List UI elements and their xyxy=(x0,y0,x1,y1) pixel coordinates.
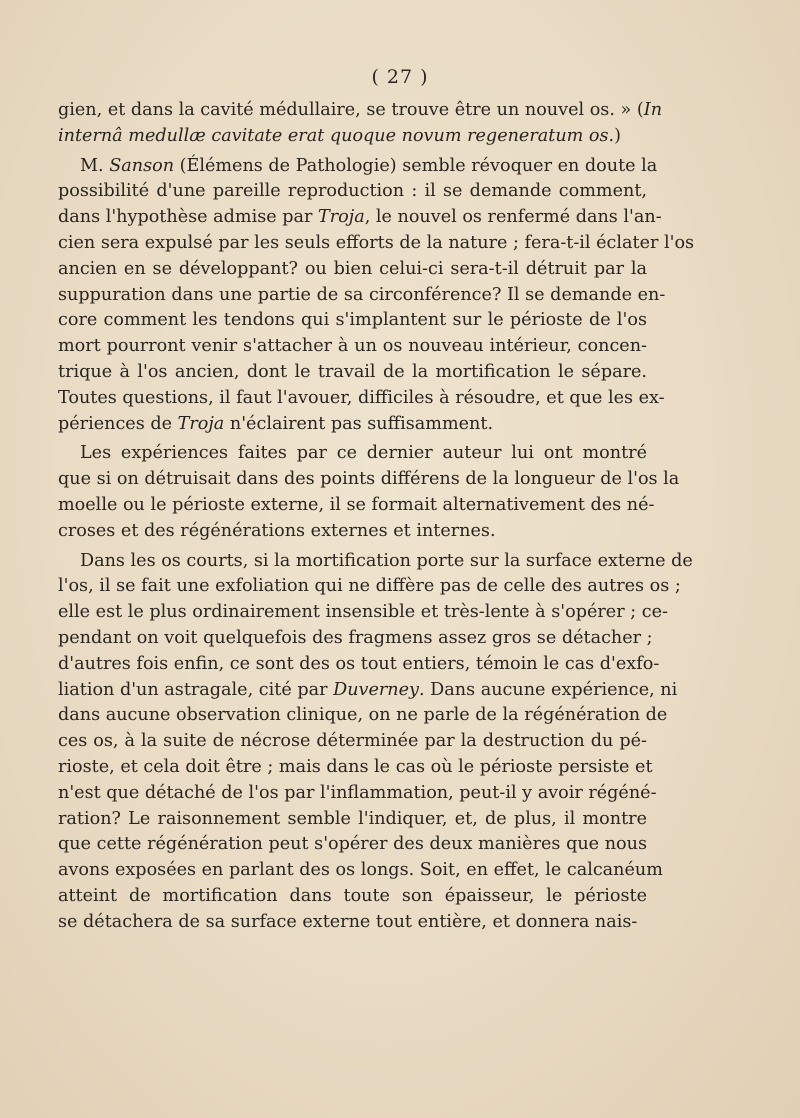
text-line xyxy=(58,755,653,781)
text-run: que si on détruisait dans des points différens de la longueur de l'os la xyxy=(58,469,680,490)
text-line xyxy=(58,807,647,833)
paragraph xyxy=(58,154,695,438)
text-line xyxy=(58,124,647,150)
text-line xyxy=(58,205,662,231)
text-run: , le nouvel os renfermé dans l'an- xyxy=(364,207,662,228)
text-line xyxy=(58,493,655,519)
text-run: Les expériences faites par ce dernier auteur lui ont montré xyxy=(80,443,647,464)
text-run: cien sera expulsé par les seuls efforts de la nature ; fera-t-il éclater l'os xyxy=(58,232,695,253)
body-text xyxy=(58,98,695,936)
italic-run: internâ medullæ cavitate erat quoque novum regeneratum os. xyxy=(58,125,615,146)
text-run: dans l'hypothèse admise par xyxy=(58,207,318,228)
text-line xyxy=(58,600,668,626)
italic-run: In xyxy=(643,100,663,120)
text-run: gien, et dans la cavité médullaire, se trouve être un nouvel os. » ( xyxy=(58,100,644,120)
text-line xyxy=(58,652,660,678)
paragraph xyxy=(58,98,663,150)
text-line xyxy=(58,729,647,755)
text-run: d'autres fois enfin, ce sont des os tout entiers, témoin le cas d'exfo- xyxy=(58,653,660,674)
text-line xyxy=(58,412,647,438)
text-line xyxy=(58,549,693,575)
text-line xyxy=(58,231,695,257)
text-line xyxy=(58,98,663,124)
text-line xyxy=(58,832,647,858)
italic-run: Sanson xyxy=(109,155,175,176)
text-line xyxy=(58,334,647,360)
text-run: ration? Le raisonnement semble l'indiquer, et, de plus, il montre xyxy=(58,808,647,829)
text-run: n'est que détaché de l'os par l'inflammation, peut-il y avoir régéné- xyxy=(58,782,657,803)
text-run: atteint de mortification dans toute son épaisseur, le périoste xyxy=(58,885,647,906)
text-run: ) xyxy=(614,125,622,146)
text-run: croses et des régénérations externes et internes. xyxy=(58,520,496,541)
text-run: suppuration dans une partie de sa circonférence? Il se demande en- xyxy=(58,284,666,305)
paragraph xyxy=(58,441,680,544)
italic-run: Duverney xyxy=(333,679,419,700)
text-line xyxy=(58,519,647,545)
text-line xyxy=(58,360,647,386)
italic-run: Troja xyxy=(318,207,365,228)
text-run: liation d'un astragale, cité par xyxy=(58,679,334,700)
text-line xyxy=(58,781,657,807)
page-number: ( 27 ) xyxy=(371,66,429,88)
italic-run: Troja xyxy=(177,413,225,434)
text-run: mort pourront venir s'attacher à un os nouveau intérieur, concen- xyxy=(58,336,647,357)
text-run: trique à l'os ancien, dont le travail de la mortification le sépare. xyxy=(58,361,647,382)
text-run: périences de xyxy=(58,413,178,434)
text-run: n'éclairent pas suffisamment. xyxy=(224,413,494,434)
text-line xyxy=(58,910,647,936)
text-line xyxy=(58,678,678,704)
text-run: ces os, à la suite de nécrose déterminée par la destruction du pé- xyxy=(58,731,647,752)
paragraph xyxy=(58,549,693,936)
text-run: ancien en se développant? ou bien celui-ci sera-t-il détruit par la xyxy=(58,258,647,279)
text-run: dans aucune observation clinique, on ne parle de la régénération de xyxy=(58,705,668,726)
text-line xyxy=(58,154,658,180)
text-line xyxy=(58,257,647,283)
text-run: core comment les tendons qui s'implantent sur le périoste de l'os xyxy=(58,310,647,331)
text-run: Dans les os courts, si la mortification porte sur la surface externe de xyxy=(80,550,693,571)
text-line xyxy=(58,703,668,729)
text-line xyxy=(58,574,681,600)
text-run: possibilité d'une pareille reproduction : il se demande comment, xyxy=(58,181,647,202)
text-line xyxy=(58,308,647,334)
text-run: . Dans aucune expérience, ni xyxy=(418,679,678,700)
text-run: (Élémens de Pathologie) semble révoquer en doute la xyxy=(174,155,658,176)
text-line xyxy=(58,467,680,493)
text-run: pendant on voit quelquefois des fragmens assez gros se détacher ; xyxy=(58,627,653,648)
text-run: rioste, et cela doit être ; mais dans le cas où le périoste persiste et xyxy=(58,756,653,777)
text-line xyxy=(58,179,647,205)
text-run: se détachera de sa surface externe tout entière, et donnera nais- xyxy=(58,911,638,932)
text-line xyxy=(58,283,666,309)
text-run: elle est le plus ordinairement insensible et très-lente à s'opérer ; ce- xyxy=(58,602,668,623)
text-line xyxy=(58,441,647,467)
text-line xyxy=(58,858,663,884)
text-run: que cette régénération peut s'opérer des deux manières que nous xyxy=(58,834,647,855)
text-line xyxy=(58,626,653,652)
text-line xyxy=(58,386,665,412)
text-run: moelle ou le périoste externe, il se formait alternativement des né- xyxy=(58,494,655,515)
text-run: l'os, il se fait une exfoliation qui ne diffère pas de celle des autres os ; xyxy=(58,576,681,597)
text-run: Toutes questions, il faut l'avouer, difficiles à résoudre, et que les ex- xyxy=(58,387,665,408)
text-run: M. xyxy=(80,155,110,176)
text-run: avons exposées en parlant des os longs. Soit, en effet, le calcanéum xyxy=(58,860,663,881)
text-line xyxy=(58,884,647,910)
